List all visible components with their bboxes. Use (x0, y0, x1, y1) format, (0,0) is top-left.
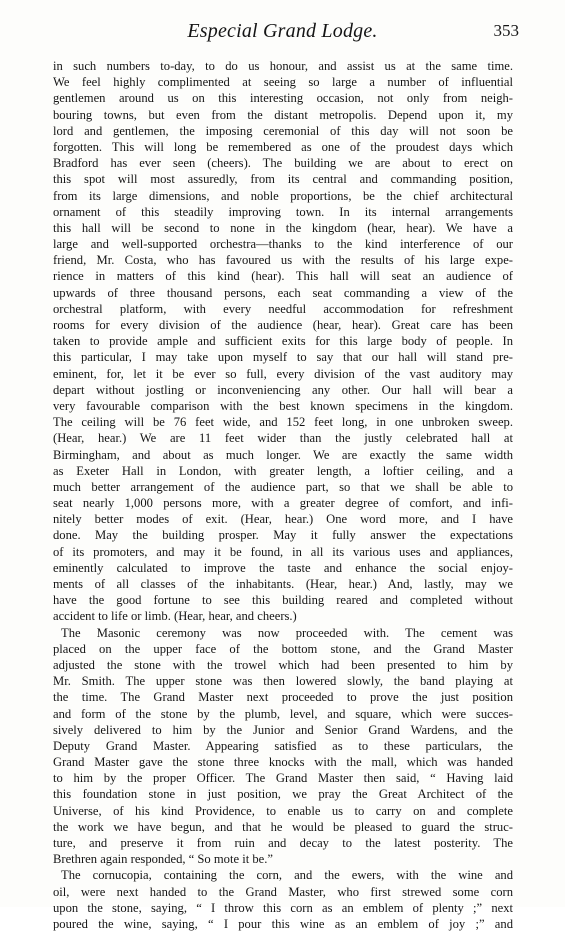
text-line: in such numbers to-day, to do us honour, and assist us at the same time. (53, 59, 513, 73)
text-line: We feel highly complimented at seeing so large a number of influential (53, 75, 513, 90)
text-line: to him by the proper Officer. The Grand Master then said, “ Having laid (53, 771, 513, 786)
text-line: ments of all classes of the inhabitants. (Hear, hear.) And, lastly, may we (53, 577, 513, 591)
text-line: The Masonic ceremony was now proceeded with. The cement was (61, 625, 513, 640)
text-line: placed on the upper face of the bottom stone, and the Grand Master (53, 641, 513, 656)
text-line: very favourable comparison with the best known specimens in the kingdom. (53, 398, 513, 413)
text-line: Bradford has ever seen (cheers). The building we are about to erect on (53, 156, 513, 171)
text-line: depart without jostling or inconveniencing any other. Our hall will bear a (53, 382, 513, 397)
text-line: rience in matters of this kind (hear). This hall will seat an audience of (53, 269, 513, 284)
text-line: Mr. Smith. The upper stone was then lowered slowly, the band playing at (53, 674, 513, 689)
text-line: bouring towns, but even from the distant metropolis. Depend upon it, my (53, 107, 513, 122)
text-line: The cornucopia, containing the corn, and the ewers, with the wine and (61, 868, 513, 883)
text-line: nitely better modes of exit. (Hear, hear.) One word more, and I have (53, 512, 513, 527)
text-line: (Hear, hear.) We are 11 feet wider than the justly celebrated hall at (53, 431, 513, 446)
text-line: this particular, I may take upon myself to say that our hall will stand pre- (53, 350, 513, 365)
text-line: taken to provide ample and sufficient exits for this large body of people. In (53, 334, 513, 349)
text-line: large and well-supported orchestra—thanks to the kind interference of our (53, 237, 513, 252)
text-line: eminent, for, let it be ever so full, every division of the vast auditory may (53, 366, 513, 381)
text-line: much better arrangement of the audience part, so that we shall be able to (53, 479, 513, 494)
text-line: gentlemen around us on this interesting occasion, not only from neigh- (53, 91, 513, 106)
text-line: oil, were next handed to the Grand Master, who first strewed some corn (53, 884, 513, 899)
text-line: ture, and preserve it from ruin and decay to the latest posterity. The (53, 836, 513, 850)
text-line: eminently calculated to improve the taste and enhance the social enjoy- (53, 560, 513, 575)
text-line: adjusted the stone with the trowel which had been presented to him by (53, 657, 513, 672)
text-line: and form of the stone by the plumb, level, and square, which were succes- (53, 706, 513, 721)
text-line: Grand Master gave the stone three knocks with the mall, which was handed (53, 755, 513, 770)
text-line: lord and gentlemen, the imposing ceremonial of this day will not soon be (53, 123, 513, 138)
page-number: 353 (493, 21, 519, 40)
text-line: have the good fortune to see this building reared and completed without (53, 593, 513, 608)
text-line: poured the wine, saying, “ I pour this wine as an emblem of joy ;” and (53, 916, 513, 931)
text-line: of its promoters, and may it be found, in all its various uses and appliances, (53, 544, 513, 559)
text-line: the work we have begun, and that he would be pleased to guard the struc- (53, 819, 513, 834)
text-line: orchestral platform, with every needful accommodation for refreshment (53, 301, 513, 316)
text-line: Brethren again responded, “ So mote it be.” (53, 852, 273, 867)
text-line: accident to life or limb. (Hear, hear, and cheers.) (53, 609, 297, 624)
body-text (53, 58, 513, 932)
text-line: friend, Mr. Costa, who has favoured us with the results of his large expe- (53, 253, 513, 268)
text-line: ornament of this steadily improving town. In its internal arrangements (53, 204, 513, 219)
text-line: the time. The Grand Master next proceeded to prove the just position (53, 690, 513, 705)
text-line: forgotten. This will long be remembered as one of the proudest days which (53, 139, 513, 154)
text-line: rooms for every division of the audience (hear, hear). Great care has been (53, 318, 513, 332)
text-line: Birmingham, and about as much longer. We are exactly the same width (53, 447, 513, 462)
text-line: this spot will most assuredly, from its central and commanding position, (53, 172, 513, 187)
text-line: seat nearly 1,000 persons more, with a greater degree of comfort, and infi- (53, 496, 513, 511)
text-line: upon the stone, saying, “ I throw this corn as an emblem of plenty ;” next (53, 900, 513, 915)
text-line: Universe, of his kind Providence, to enable us to carry on and complete (53, 803, 513, 818)
text-line: upwards of three thousand persons, each seat commanding a view of the (53, 285, 513, 300)
text-line: from its large dimensions, and noble proportions, be the chief architectural (53, 188, 513, 203)
text-line: this foundation stone in just position, we pray the Great Architect of the (53, 787, 513, 802)
text-line: Deputy Grand Master. Appearing satisfied as to these particulars, the (53, 738, 513, 753)
text-line: this hall will be second to none in the kingdom (hear, hear). We have a (53, 220, 513, 235)
text-line: as Exeter Hall in London, with greater length, a loftier ceiling, and a (53, 463, 513, 478)
text-line: sively delivered to him by the Junior and Senior Grand Wardens, and the (53, 722, 513, 737)
text-line: done. May the building prosper. May it fully answer the expectations (53, 528, 513, 543)
running-title: Especial Grand Lodge. (187, 20, 378, 42)
text-line: The ceiling will be 76 feet wide, and 152 feet long, in one unbroken sweep. (53, 415, 513, 430)
